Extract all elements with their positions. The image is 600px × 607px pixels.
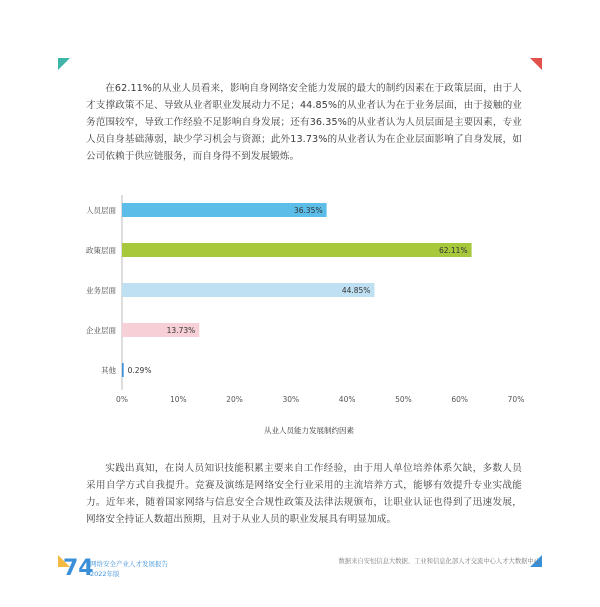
body-paragraph: 实践出真知，在岗人员知识技能积累主要来自工作经验，由于用人单位培养体系欠缺，多数人员采用自学方式自我提升。竞赛及演练是网络安全行业采用的主流培养方式，能够有效提升专业实战能力。近年来，随着国家网络与信息安全合规性政策及法律法规颁布，让职业认证也得到了迅速发展，网络安全持证人数超出预期，且对于从业人员的职业发展具有明显加成。	[86, 463, 522, 525]
bar-2	[122, 283, 374, 297]
x-tick-label-4: 40%	[338, 395, 356, 404]
page-number: 74	[63, 556, 94, 581]
value-label-1: 62.11%	[438, 246, 468, 255]
corner-decoration-top-right	[530, 58, 542, 70]
x-tick-label-0: 0%	[116, 395, 128, 404]
x-tick-label-7: 70%	[507, 395, 525, 404]
report-title: 网络安全产业人才发展报告	[90, 560, 168, 568]
x-tick-label-2: 20%	[226, 395, 243, 404]
bar-4	[122, 363, 124, 377]
x-tick-label-5: 50%	[395, 395, 412, 404]
x-tick-label-6: 60%	[451, 395, 469, 404]
category-label-4: 其他	[101, 366, 116, 375]
source-note: 数据来自安恒信息大数据、工业和信息化部人才交流中心人才大数据中心	[338, 558, 540, 565]
value-label-2: 44.85%	[341, 286, 371, 295]
x-tick-label-1: 10%	[169, 395, 187, 404]
intro-paragraph: 在62.11%的从业人员看来，影响自身网络安全能力发展的最大的制约因素在于政策层面，由于人才支撑政策不足、导致从业者职业发展动力不足；44.85%的从业者认为在于业务层面，由于接触的业务范围较窄，导致工作经验不足影响自身发展；还有36.35%的从业者认为人员层面是主要因素，专业人员自身基础薄弱，缺少学习机会与资源；此外13.73%的从业者认为在企业层面影响了自身发展，如公司依赖于供应链服务，而自身得不到发展锻炼。	[86, 83, 522, 162]
category-label-0: 人员层面	[86, 206, 116, 215]
value-label-4: 0.29%	[127, 366, 152, 375]
category-label-1: 政策层面	[86, 246, 116, 255]
chart-title: 从业人员能力发展制约因素	[264, 426, 354, 435]
value-label-3: 13.73%	[166, 326, 196, 335]
x-tick-label-3: 30%	[282, 395, 300, 404]
category-label-2: 业务层面	[86, 286, 116, 295]
bar-1	[122, 243, 472, 257]
value-label-0: 36.35%	[293, 206, 323, 215]
corner-decoration-top-left	[58, 58, 70, 70]
report-year: 2022年版	[90, 570, 120, 578]
category-label-3: 企业层面	[86, 326, 116, 335]
bar-chart	[0, 195, 600, 450]
